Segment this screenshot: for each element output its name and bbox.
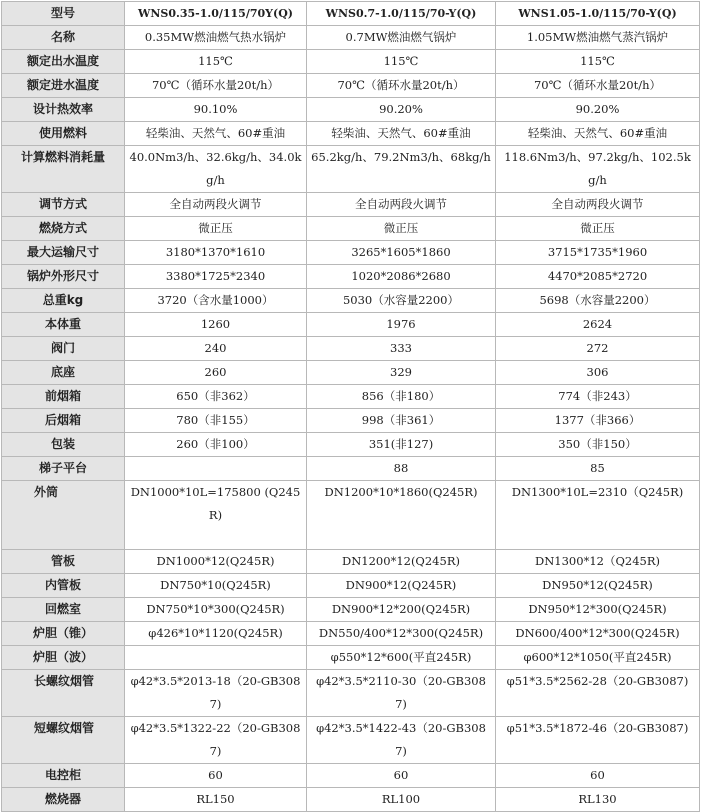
- cell-model-3: DN950*12*300(Q245R): [496, 598, 700, 622]
- cell-model-3: 4470*2085*2720: [496, 265, 700, 289]
- cell-model-1: 3720（含水量1000）: [125, 289, 307, 313]
- table-row: [2, 717, 700, 764]
- cell-model-1: 轻柴油、天然气、60#重油: [125, 122, 307, 146]
- cell-model-1: 260（非100）: [125, 433, 307, 457]
- row-label: 前烟箱: [2, 385, 125, 409]
- cell-model-3: 70℃（循环水量20t/h）: [496, 74, 700, 98]
- cell-model-3: 1.05MW燃油燃气蒸汽锅炉: [496, 26, 700, 50]
- row-label: 最大运输尺寸: [2, 241, 125, 265]
- cell-model-2: 333: [307, 337, 496, 361]
- cell-model-1: 3380*1725*2340: [125, 265, 307, 289]
- table-row: [2, 670, 700, 717]
- cell-model-1: [125, 646, 307, 670]
- cell-model-1: DN1000*12(Q245R): [125, 550, 307, 574]
- table-row: [2, 337, 700, 361]
- cell-model-2: DN1200*10*1860(Q245R): [307, 481, 496, 550]
- cell-model-2: 65.2kg/h、79.2Nm3/h、68kg/h: [307, 146, 496, 193]
- cell-model-2: 90.20%: [307, 98, 496, 122]
- cell-model-1: [125, 457, 307, 481]
- cell-model-3: 5698（水容量2200）: [496, 289, 700, 313]
- cell-model-2: 3265*1605*1860: [307, 241, 496, 265]
- cell-model-1: DN750*10*300(Q245R): [125, 598, 307, 622]
- row-label: 锅炉外形尺寸: [2, 265, 125, 289]
- cell-model-2: 5030（水容量2200）: [307, 289, 496, 313]
- cell-model-2: φ550*12*600(平直245R): [307, 646, 496, 670]
- cell-model-1: 260: [125, 361, 307, 385]
- cell-model-3: 微正压: [496, 217, 700, 241]
- cell-model-2: 856（非180）: [307, 385, 496, 409]
- header-row: [2, 2, 700, 26]
- cell-model-3: RL130: [496, 788, 700, 812]
- cell-model-3: 60: [496, 764, 700, 788]
- cell-model-3: 1377（非366）: [496, 409, 700, 433]
- table-row: [2, 646, 700, 670]
- table-row: [2, 409, 700, 433]
- cell-model-3: 3715*1735*1960: [496, 241, 700, 265]
- table-row: [2, 385, 700, 409]
- cell-model-1: 240: [125, 337, 307, 361]
- table-row: [2, 289, 700, 313]
- table-row: [2, 50, 700, 74]
- row-label: 回燃室: [2, 598, 125, 622]
- cell-model-2: φ42*3.5*2110-30（20-GB3087): [307, 670, 496, 717]
- table-row: [2, 217, 700, 241]
- table-row: [2, 598, 700, 622]
- cell-model-1: φ42*3.5*1322-22（20-GB3087): [125, 717, 307, 764]
- row-label: 总重kg: [2, 289, 125, 313]
- cell-model-1: 微正压: [125, 217, 307, 241]
- cell-model-3: 2624: [496, 313, 700, 337]
- cell-model-3: φ51*3.5*1872-46（20-GB3087): [496, 717, 700, 764]
- row-label: 长螺纹烟管: [2, 670, 125, 717]
- header-model-3: WNS1.05-1.0/115/70-Y(Q): [496, 2, 700, 26]
- cell-model-2: 60: [307, 764, 496, 788]
- table-row: [2, 764, 700, 788]
- cell-model-3: 115℃: [496, 50, 700, 74]
- cell-model-1: DN750*10(Q245R): [125, 574, 307, 598]
- cell-model-1: 650（非362）: [125, 385, 307, 409]
- cell-model-3: 85: [496, 457, 700, 481]
- cell-model-1: 0.35MW燃油燃气热水锅炉: [125, 26, 307, 50]
- table-row: [2, 622, 700, 646]
- row-label: 底座: [2, 361, 125, 385]
- row-label: 额定出水温度: [2, 50, 125, 74]
- row-label: 额定进水温度: [2, 74, 125, 98]
- cell-model-2: 轻柴油、天然气、60#重油: [307, 122, 496, 146]
- cell-model-1: φ426*10*1120(Q245R): [125, 622, 307, 646]
- cell-model-3: φ600*12*1050(平直245R): [496, 646, 700, 670]
- cell-model-2: 全自动两段火调节: [307, 193, 496, 217]
- row-label: 阀门: [2, 337, 125, 361]
- cell-model-3: DN600/400*12*300(Q245R): [496, 622, 700, 646]
- cell-model-2: 115℃: [307, 50, 496, 74]
- row-label: 燃烧器: [2, 788, 125, 812]
- header-model-2: WNS0.7-1.0/115/70-Y(Q): [307, 2, 496, 26]
- cell-model-1: 780（非155）: [125, 409, 307, 433]
- cell-model-1: 60: [125, 764, 307, 788]
- row-label: 外筒: [2, 481, 125, 550]
- cell-model-3: 774（非243）: [496, 385, 700, 409]
- table-row: [2, 550, 700, 574]
- cell-model-2: 351(非127): [307, 433, 496, 457]
- cell-model-3: 全自动两段火调节: [496, 193, 700, 217]
- cell-model-2: DN1200*12(Q245R): [307, 550, 496, 574]
- row-label: 炉胆（锥）: [2, 622, 125, 646]
- cell-model-3: φ51*3.5*2562-28（20-GB3087): [496, 670, 700, 717]
- table-row: [2, 457, 700, 481]
- table-row: [2, 122, 700, 146]
- cell-model-3: 90.20%: [496, 98, 700, 122]
- table-row: [2, 98, 700, 122]
- table-row: [2, 74, 700, 98]
- row-label: 燃烧方式: [2, 217, 125, 241]
- header-model-1: WNS0.35-1.0/115/70Y(Q): [125, 2, 307, 26]
- cell-model-1: DN1000*10L=175800 (Q245R): [125, 481, 307, 550]
- table-row: [2, 574, 700, 598]
- table-row: [2, 361, 700, 385]
- cell-model-1: 40.0Nm3/h、32.6kg/h、34.0kg/h: [125, 146, 307, 193]
- row-label: 包装: [2, 433, 125, 457]
- table-row: [2, 146, 700, 193]
- table-row: [2, 481, 700, 550]
- cell-model-2: 1976: [307, 313, 496, 337]
- cell-model-2: 微正压: [307, 217, 496, 241]
- cell-model-1: RL150: [125, 788, 307, 812]
- cell-model-2: 70℃（循环水量20t/h）: [307, 74, 496, 98]
- cell-model-1: φ42*3.5*2013-18（20-GB3087): [125, 670, 307, 717]
- boiler-spec-table: [1, 1, 700, 812]
- table-row: [2, 241, 700, 265]
- cell-model-2: DN550/400*12*300(Q245R): [307, 622, 496, 646]
- cell-model-2: DN900*12(Q245R): [307, 574, 496, 598]
- cell-model-1: 70℃（循环水量20t/h）: [125, 74, 307, 98]
- cell-model-2: RL100: [307, 788, 496, 812]
- row-label: 本体重: [2, 313, 125, 337]
- row-label: 计算燃料消耗量: [2, 146, 125, 193]
- cell-model-1: 1260: [125, 313, 307, 337]
- row-label: 名称: [2, 26, 125, 50]
- cell-model-2: φ42*3.5*1422-43（20-GB3087): [307, 717, 496, 764]
- cell-model-2: DN900*12*200(Q245R): [307, 598, 496, 622]
- table-row: [2, 313, 700, 337]
- cell-model-2: 0.7MW燃油燃气锅炉: [307, 26, 496, 50]
- cell-model-3: DN1300*10L=2310（Q245R): [496, 481, 700, 550]
- row-label: 后烟箱: [2, 409, 125, 433]
- cell-model-2: 998（非361）: [307, 409, 496, 433]
- cell-model-1: 全自动两段火调节: [125, 193, 307, 217]
- cell-model-1: 90.10%: [125, 98, 307, 122]
- cell-model-2: 329: [307, 361, 496, 385]
- row-label: 调节方式: [2, 193, 125, 217]
- row-label: 设计热效率: [2, 98, 125, 122]
- table-row: [2, 788, 700, 812]
- row-label: 梯子平台: [2, 457, 125, 481]
- header-label: 型号: [2, 2, 125, 26]
- row-label: 短螺纹烟管: [2, 717, 125, 764]
- table-row: [2, 26, 700, 50]
- cell-model-3: 306: [496, 361, 700, 385]
- table-row: [2, 433, 700, 457]
- cell-model-3: 118.6Nm3/h、97.2kg/h、102.5kg/h: [496, 146, 700, 193]
- table-row: [2, 265, 700, 289]
- cell-model-2: 88: [307, 457, 496, 481]
- cell-model-3: 350（非150）: [496, 433, 700, 457]
- cell-model-1: 115℃: [125, 50, 307, 74]
- cell-model-3: 轻柴油、天然气、60#重油: [496, 122, 700, 146]
- cell-model-3: DN950*12(Q245R): [496, 574, 700, 598]
- table-row: [2, 193, 700, 217]
- row-label: 内管板: [2, 574, 125, 598]
- cell-model-3: DN1300*12（Q245R): [496, 550, 700, 574]
- cell-model-1: 3180*1370*1610: [125, 241, 307, 265]
- row-label: 管板: [2, 550, 125, 574]
- cell-model-3: 272: [496, 337, 700, 361]
- row-label: 炉胆（波）: [2, 646, 125, 670]
- row-label: 电控柜: [2, 764, 125, 788]
- cell-model-2: 1020*2086*2680: [307, 265, 496, 289]
- row-label: 使用燃料: [2, 122, 125, 146]
